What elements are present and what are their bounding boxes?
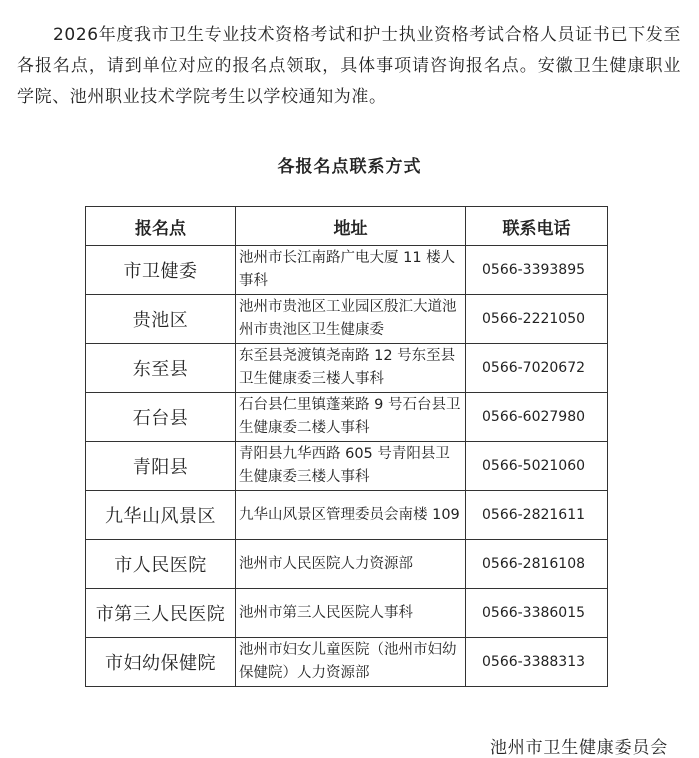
intro-paragraph (17, 20, 681, 113)
row-phone: 0566-2816108 (466, 540, 608, 589)
row-address: 池州市人民医院人力资源部 (236, 540, 466, 589)
row-address: 池州市长江南路广电大厦 11 楼人事科 (236, 246, 466, 295)
row-phone: 0566-3393895 (466, 246, 608, 295)
header-address: 地址 (236, 207, 466, 246)
intro-text: 2026年度我市卫生专业技术资格考试和护士执业资格考试合格人员证书已下发至各报名点，请到单位对应的报名点领取，具体事项请咨询报名点。安徽卫生健康职业学院、池州职业技术学院考生以学校通知为准。 (17, 25, 681, 107)
table-row (86, 246, 608, 295)
row-address: 池州市妇女儿童医院（池州市妇幼保健院）人力资源部 (236, 638, 466, 687)
row-address: 池州市第三人民医院人事科 (236, 589, 466, 638)
table-title: 各报名点联系方式 (277, 157, 422, 177)
row-name: 市第三人民医院 (86, 589, 236, 638)
row-phone: 0566-6027980 (466, 393, 608, 442)
row-phone: 0566-7020672 (466, 344, 608, 393)
row-address: 池州市贵池区工业园区殷汇大道池州市贵池区卫生健康委 (236, 295, 466, 344)
header-phone: 联系电话 (466, 207, 608, 246)
row-name: 东至县 (86, 344, 236, 393)
row-name: 九华山风景区 (86, 491, 236, 540)
contacts-table (85, 206, 608, 687)
row-address: 东至县尧渡镇尧南路 12 号东至县卫生健康委三楼人事科 (236, 344, 466, 393)
row-name: 市妇幼保健院 (86, 638, 236, 687)
header-name: 报名点 (86, 207, 236, 246)
row-name: 贵池区 (86, 295, 236, 344)
table-header-row (86, 207, 608, 246)
table-row (86, 491, 608, 540)
row-phone: 0566-2821611 (466, 491, 608, 540)
row-address: 九华山风景区管理委员会南楼 109 (236, 491, 466, 540)
table-row (86, 589, 608, 638)
row-name: 青阳县 (86, 442, 236, 491)
row-phone: 0566-3388313 (466, 638, 608, 687)
signature: 池州市卫生健康委员会 (490, 738, 668, 758)
table-row (86, 540, 608, 589)
row-phone: 0566-2221050 (466, 295, 608, 344)
table-row (86, 344, 608, 393)
table-row (86, 393, 608, 442)
row-name: 市人民医院 (86, 540, 236, 589)
table-row (86, 638, 608, 687)
row-address: 石台县仁里镇蓬莱路 9 号石台县卫生健康委二楼人事科 (236, 393, 466, 442)
table-row (86, 295, 608, 344)
row-address: 青阳县九华西路 605 号青阳县卫生健康委三楼人事科 (236, 442, 466, 491)
row-name: 市卫健委 (86, 246, 236, 295)
row-phone: 0566-3386015 (466, 589, 608, 638)
table-row (86, 442, 608, 491)
row-phone: 0566-5021060 (466, 442, 608, 491)
row-name: 石台县 (86, 393, 236, 442)
